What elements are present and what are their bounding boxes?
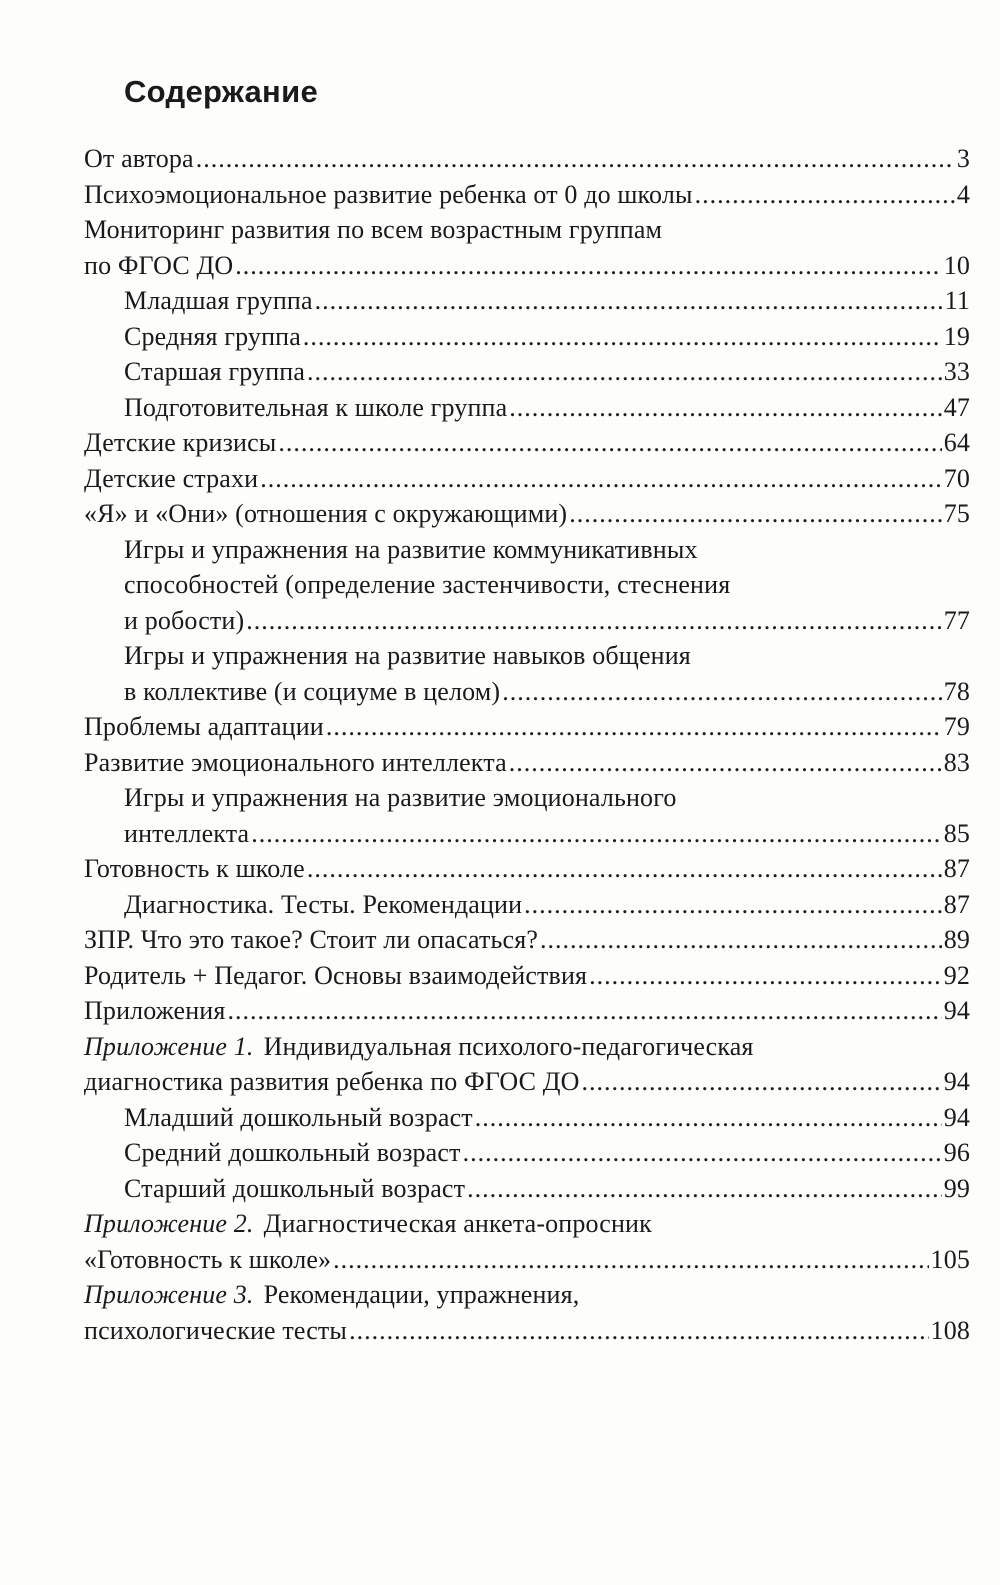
toc-entry-title: От автора (84, 144, 194, 173)
toc-entry-title: Старший дошкольный возраст (124, 1173, 466, 1203)
toc-entry-title: Младший дошкольный возраст (124, 1102, 473, 1132)
toc-entry (84, 638, 970, 709)
toc-entry (84, 887, 970, 923)
dot-leader (326, 709, 942, 745)
dot-leader (227, 993, 941, 1029)
toc-entry-text-wrap (84, 425, 276, 461)
dot-leader (467, 1171, 942, 1207)
toc-entry (84, 1171, 970, 1207)
toc-entry-title: Средний дошкольный возраст (124, 1138, 461, 1167)
dot-leader (509, 390, 941, 426)
toc-entry-line (84, 177, 970, 213)
toc-entry (84, 851, 970, 887)
toc-entry-line (124, 780, 970, 816)
toc-entry-line (84, 212, 970, 248)
dot-leader (246, 603, 941, 639)
toc-entry (84, 177, 970, 213)
toc-entry-text-wrap (84, 141, 194, 177)
toc-entry-line (84, 141, 970, 177)
toc-entry-line (84, 851, 970, 887)
toc-entry-line (84, 425, 970, 461)
dot-leader (569, 496, 941, 532)
dot-leader (196, 141, 955, 177)
dot-leader (260, 461, 942, 497)
toc-entry-line (84, 1064, 970, 1100)
dot-leader (235, 248, 941, 284)
toc-entry-text-wrap (84, 1032, 754, 1061)
toc-entry-title: Игры и упражнения на развитие эмоционального (124, 783, 677, 812)
dot-leader (303, 319, 942, 355)
toc-entry-text-wrap (124, 603, 244, 639)
dot-leader (524, 887, 942, 923)
toc-entry-line (84, 1277, 970, 1313)
toc-entry-text-wrap (84, 745, 507, 781)
dot-leader (582, 1064, 942, 1100)
dot-leader (509, 745, 942, 781)
toc-entry (84, 319, 970, 355)
toc-entry-line (124, 567, 970, 603)
toc-entry-title: Индивидуальная психолого-педагогическая (263, 1031, 754, 1061)
dot-leader (307, 354, 942, 390)
toc-entry-text-wrap (84, 1209, 652, 1238)
toc-entry-title: в коллективе (и социуме в целом) (124, 676, 501, 706)
toc-entry-title: «Готовность к школе» (84, 1244, 332, 1274)
toc-entry-line (84, 248, 970, 284)
toc-page-number: 70 (943, 463, 970, 493)
toc-entry-text-wrap (84, 922, 538, 958)
table-of-contents (84, 141, 970, 1348)
dot-leader (349, 1313, 928, 1349)
toc-page-number: 87 (943, 854, 970, 883)
toc-entry-line (124, 319, 970, 355)
toc-page-number: 108 (930, 1315, 970, 1345)
toc-entry-line (84, 993, 970, 1029)
toc-entry-line (84, 1029, 970, 1065)
toc-entry-text-wrap (124, 1100, 473, 1136)
toc-entry-line (124, 638, 970, 674)
toc-page-number: 105 (930, 1244, 970, 1274)
toc-entry-text-wrap (124, 570, 730, 599)
toc-entry-text-wrap (124, 390, 507, 426)
toc-entry-text-wrap (84, 1242, 331, 1278)
toc-entry-line (124, 532, 970, 568)
toc-entry-text-wrap (124, 283, 313, 319)
toc-entry-title: Приложения (84, 996, 226, 1025)
toc-page-number: 96 (943, 1138, 970, 1167)
toc-entry-title: «Я» и «Они» (отношения с окружающими) (84, 499, 568, 528)
toc-entry-text-wrap (124, 783, 677, 812)
toc-entry (84, 141, 970, 177)
toc-appendix-label: Приложение 3. (84, 1280, 254, 1309)
toc-page-number: 92 (943, 960, 970, 990)
toc-entry-text-wrap (84, 461, 258, 497)
toc-entry-text-wrap (124, 1171, 465, 1207)
toc-entry (84, 212, 970, 283)
toc-entry-title: Средняя группа (124, 321, 301, 351)
toc-entry-text-wrap (84, 496, 567, 532)
toc-entry-line (124, 674, 970, 710)
toc-entry-title: психологические тесты (84, 1315, 348, 1345)
dot-leader (463, 1135, 942, 1171)
toc-entry-text-wrap (84, 851, 305, 887)
toc-entry-title: Рекомендации, упражнения, (263, 1280, 580, 1309)
toc-entry-line (84, 958, 970, 994)
toc-entry-title: по ФГОС ДО (84, 250, 234, 280)
toc-entry-title: Психоэмоциональное развитие ребенка от 0 до школы (84, 179, 693, 209)
dot-leader (475, 1100, 942, 1136)
dot-leader (251, 816, 941, 852)
toc-entry (84, 496, 970, 532)
toc-entry (84, 532, 970, 639)
toc-entry (84, 745, 970, 781)
toc-entry-title: ЗПР. Что это такое? Стоит ли опасаться? (84, 925, 539, 954)
toc-page-number: 94 (943, 1102, 970, 1132)
toc-page-number: 11 (944, 286, 970, 315)
toc-entry-line (84, 461, 970, 497)
toc-page-number: 10 (943, 250, 970, 280)
toc-entry-text-wrap (84, 248, 233, 284)
toc-entry-title: Младшая группа (124, 286, 313, 315)
toc-entry-text-wrap (124, 1135, 461, 1171)
toc-entry-text-wrap (84, 215, 662, 244)
toc-page-number: 33 (943, 357, 970, 386)
toc-entry-line (124, 1135, 970, 1171)
toc-entry (84, 993, 970, 1029)
toc-entry-line (124, 1100, 970, 1136)
toc-entry-line (124, 354, 970, 390)
toc-entry (84, 425, 970, 461)
toc-entry-line (84, 709, 970, 745)
toc-entry-title: диагностика развития ребенка по ФГОС ДО (84, 1067, 580, 1096)
toc-entry-text-wrap (124, 674, 500, 710)
toc-entry-line (124, 816, 970, 852)
toc-entry (84, 1135, 970, 1171)
dot-leader (315, 283, 943, 319)
toc-entry-text-wrap (84, 1064, 580, 1100)
toc-entry-line (84, 1313, 970, 1349)
toc-entry-line (124, 887, 970, 923)
toc-entry-title: Детские кризисы (84, 428, 277, 457)
dot-leader (695, 177, 955, 213)
page-title: Содержание (124, 74, 318, 109)
toc-entry-text-wrap (84, 177, 693, 213)
dot-leader (333, 1242, 928, 1278)
toc-entry-title: Игры и упражнения на развитие коммуникативных (124, 534, 698, 564)
toc-page-number: 4 (956, 179, 970, 209)
toc-entry (84, 780, 970, 851)
toc-page-number: 87 (943, 889, 970, 919)
toc-entry-line (84, 1242, 970, 1278)
toc-entry-line (124, 1171, 970, 1207)
toc-entry (84, 1277, 970, 1348)
toc-entry-title: Старшая группа (124, 357, 306, 386)
toc-entry-line (84, 745, 970, 781)
dot-leader (278, 425, 941, 461)
toc-entry (84, 1029, 970, 1100)
toc-entry-title: Развитие эмоционального интеллекта (84, 747, 507, 777)
toc-entry-title: Проблемы адаптации (84, 712, 324, 741)
toc-page-number: 89 (943, 925, 970, 954)
toc-entry-text-wrap (124, 641, 691, 670)
toc-entry (84, 958, 970, 994)
toc-appendix-label: Приложение 1. (84, 1031, 254, 1061)
toc-entry-line (124, 283, 970, 319)
toc-appendix-label: Приложение 2. (84, 1209, 254, 1238)
toc-entry (84, 1100, 970, 1136)
toc-entry-title: способностей (определение застенчивости, стеснения (124, 570, 731, 599)
toc-entry-title: Диагностическая анкета-опросник (263, 1209, 652, 1238)
toc-page-number: 75 (943, 499, 970, 528)
toc-page-number: 3 (956, 144, 970, 173)
toc-page-number: 83 (943, 747, 970, 777)
toc-entry (84, 283, 970, 319)
toc-page-number: 94 (943, 1067, 970, 1096)
toc-entry-title: Подготовительная к школе группа (124, 392, 508, 422)
toc-entry-text-wrap (84, 1280, 579, 1309)
toc-entry-title: Детские страхи (84, 463, 259, 493)
toc-entry-text-wrap (84, 1313, 347, 1349)
toc-entry-title: и робости) (124, 605, 245, 635)
toc-entry (84, 354, 970, 390)
dot-leader (307, 851, 942, 887)
toc-page-number: 19 (943, 321, 970, 351)
toc-entry (84, 1206, 970, 1277)
toc-entry-line (84, 496, 970, 532)
toc-entry-line (84, 1206, 970, 1242)
toc-page-number: 47 (943, 392, 970, 422)
toc-entry-text-wrap (124, 354, 305, 390)
toc-page-number: 79 (943, 712, 970, 741)
toc-page-number: 99 (943, 1173, 970, 1203)
toc-entry-text-wrap (124, 887, 522, 923)
toc-entry-title: интеллекта (124, 818, 250, 848)
toc-entry-title: Диагностика. Тесты. Рекомендации (124, 889, 523, 919)
toc-entry-title: Игры и упражнения на развитие навыков общения (124, 641, 691, 670)
toc-entry-text-wrap (124, 319, 301, 355)
toc-page-number: 78 (943, 676, 970, 706)
toc-entry-line (124, 390, 970, 426)
toc-entry-line (84, 922, 970, 958)
toc-entry-title: Готовность к школе (84, 854, 305, 883)
toc-entry (84, 390, 970, 426)
dot-leader (502, 674, 942, 710)
toc-entry (84, 922, 970, 958)
toc-page-number: 94 (943, 996, 970, 1025)
toc-page-number: 64 (943, 428, 970, 457)
toc-entry-text-wrap (84, 993, 225, 1029)
toc-entry-text-wrap (84, 709, 324, 745)
toc-entry-text-wrap (84, 958, 587, 994)
toc-page-number: 85 (943, 818, 970, 848)
toc-entry-title: Мониторинг развития по всем возрастным группам (84, 215, 663, 244)
dot-leader (589, 958, 942, 994)
toc-entry-text-wrap (124, 535, 698, 564)
toc-entry-text-wrap (124, 816, 249, 852)
toc-entry (84, 461, 970, 497)
toc-entry (84, 709, 970, 745)
dot-leader (540, 922, 942, 958)
toc-entry-title: Родитель + Педагог. Основы взаимодействия (84, 960, 588, 990)
toc-page-number: 77 (943, 605, 970, 635)
toc-entry-line (124, 603, 970, 639)
